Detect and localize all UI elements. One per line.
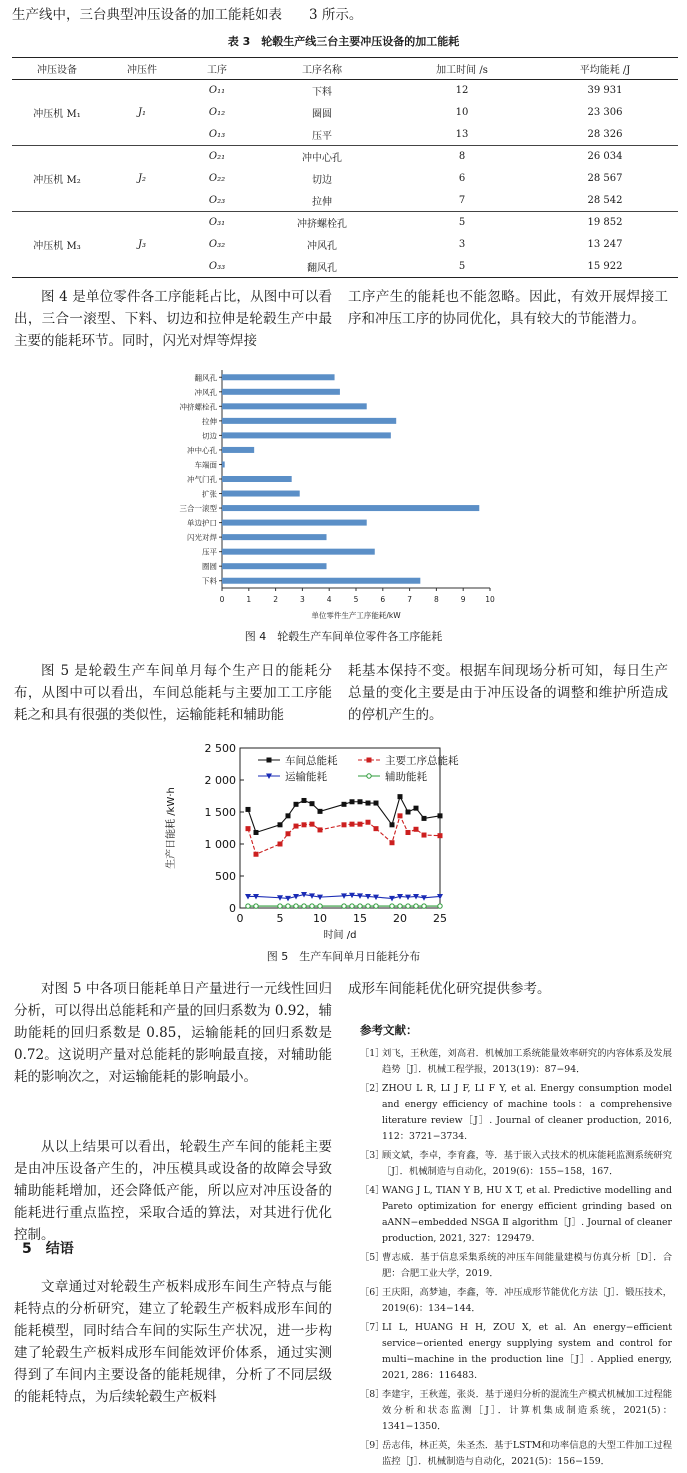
col-header: 冲压件 [102,58,182,80]
data-point [310,904,314,908]
section-title: 5 结语 [22,1241,74,1257]
x-tick-label: 9 [460,595,466,604]
col-header: 冲压设备 [12,58,102,80]
proc-cell: O₁₁ [208,85,226,97]
para-fig5-left: 图 5 是轮毂生产车间单月每个生产日的能耗分布，从图中可以看出，车间总能耗与主要加工工序能耗之和具有很强的类似性，运输能耗和辅助能 [14,663,332,723]
y-tick-label: 压平 [202,547,217,557]
legend-label: 运输能耗 [285,771,327,783]
reference-text: 李建宇，王秋莲，张炎．基于递归分析的混流生产模式机械加工过程能效分析和状态监测［J］．计算机集成制造系统，2021(5)：1341−1350． [382,1389,672,1432]
para-conclusion-right: 成形车间能耗优化研究提供参考。 [348,981,551,997]
data-point [390,840,395,845]
x-tick-label: 25 [433,912,447,925]
reference-number: ［6］ [360,1287,385,1298]
data-point [294,824,299,829]
reference-number: ［1］ [360,1048,385,1059]
name-cell: 冲挤螺栓孔 [297,219,347,231]
data-point [350,904,354,908]
name-cell: 冲中心孔 [302,153,342,165]
data-point [422,816,427,821]
reference-item [360,1250,672,1282]
y-tick-label: 下料 [202,576,217,586]
data-point [310,801,315,806]
part-cell: J₃ [102,212,182,278]
fig4-caption: 图 4 轮毂生产车间单位零件各工序能耗 [244,630,443,643]
bar [222,505,479,511]
para-regression: 对图 5 中各项日能耗单日产量进行一元线性回归分析，可以得出总能耗和产量的回归系数为 0.92，辅助能耗的回归系数是 0.85，运输能耗的回归系数是 0.72。这说明产量对总能耗的影响最直接，对辅助能耗的影响次之，对运输能耗的影响最小。 [14,981,332,1085]
reference-number: ［7］ [360,1322,385,1333]
time-cell: 5 [392,256,532,278]
y-tick-label: 切边 [202,431,217,441]
reference-item [360,1148,672,1180]
bar [222,374,335,380]
x-axis-label: 单位零件生产工序能耗/kW [311,611,401,620]
series-line [248,816,440,854]
col-header: 加工时间 /s [392,58,532,80]
bar [222,476,292,482]
energy-cell: 13 247 [587,239,623,250]
bar [222,447,254,453]
col-header: 工序名称 [252,58,392,80]
reference-text: 曹志威．基于信息采集系统的冲压车间能量建模与仿真分析［D］．合肥：合肥工业大学，2019． [382,1252,672,1279]
device-cell: 冲压机 M₁ [12,80,102,146]
table-row [12,146,678,168]
data-point [318,904,322,908]
data-point [414,827,419,832]
data-point [254,852,259,857]
para-fig4-right: 工序产生的能耗也不能忽略。因此，有效开展焊接工序和冲压工序的协同优化，具有较大的节能潜力。 [348,289,668,327]
reference-text: 刘飞，王秋莲，刘高君．机械加工系统能量效率研究的内容体系及发展趋势［J］．机械工程学报，2013(19)：87−94． [382,1048,672,1075]
table-row [12,212,678,234]
bar [222,461,225,467]
data-point [246,826,251,831]
fig4-chart [160,366,520,624]
data-point [302,798,307,803]
y-tick-label: 1 000 [204,838,236,851]
table-row [12,80,678,102]
proc-cell: O₂₁ [208,151,226,163]
reference-item [360,1387,672,1435]
data-point [367,774,371,778]
time-cell: 6 [458,173,466,184]
para-main: 从以上结果可以看出，轮毂生产车间的能耗主要是由冲压设备产生的，冲压模具或设备的故障会导致辅助能耗增加，还会降低产能，所以应对冲压设备的能耗进行重点监控，采取合适的算法，对其进行优化控制。 [14,1139,332,1243]
reference-number: ［9］ [360,1440,385,1451]
x-axis-label: 时间 /d [323,930,357,941]
part-cell: J₁ [102,80,182,146]
y-tick-label: 2 000 [204,774,236,787]
energy-table [12,57,678,278]
y-tick-label: 三合一滚型 [179,504,217,514]
proc-cell: O₃₃ [182,256,252,278]
data-point [390,904,394,908]
name-cell: 冲风孔 [307,241,337,252]
time-cell: 8 [458,151,466,163]
y-tick-label: 0 [229,902,236,915]
para-conclusion: 文章通过对轮毂生产板料成形车间生产特点与能耗特点的分析研究，建立了轮毂生产板料成形车间的能耗模型，同时结合车间的实际生产状况，进一步构建了轮毂生产板料成形车间能效评价体系，通过实测得到了车间内主要设备的能耗规律，分析了不同层级的能耗特点，为后续轮毂生产板料 [14,1279,332,1405]
x-tick-label: 4 [326,595,332,604]
name-cell: 压平 [252,124,392,146]
y-tick-label: 冲气门孔 [187,475,217,484]
x-tick-label: 8 [434,595,439,604]
data-point [342,904,346,908]
y-tick-label: 车端面 [194,460,217,470]
reference-item [360,1046,672,1078]
data-point [438,904,442,908]
proc-cell: O₃₁ [208,217,226,229]
proc-cell: O₁₂ [208,107,226,118]
reference-number: ［4］ [360,1185,385,1196]
reference-item [360,1285,672,1317]
bar [222,549,375,555]
bar [222,578,420,584]
reference-number: ［2］ [360,1083,385,1094]
x-tick-label: 7 [407,595,412,604]
col-header: 平均能耗 /J [532,58,678,80]
fig5-caption: 图 5 生产车间单月日能耗分布 [266,950,421,963]
reference-number: ［3］ [360,1150,385,1161]
para-fig4-left: 图 4 是单位零件各工序能耗占比，从图中可以看出，三合一滚型、下料、切边和拉伸是轮毂生产中最主要的能耗环节。同时，闪光对焊等焊接 [14,289,332,349]
data-point [358,822,363,827]
energy-cell: 23 306 [587,107,623,118]
data-point [358,904,362,908]
data-point [414,904,418,908]
proc-cell: O₁₃ [182,124,252,146]
device-cell: 冲压机 M₂ [12,146,102,212]
bar [222,563,327,569]
y-tick-label: 扩张 [202,489,217,499]
data-point [374,801,379,806]
name-cell: 翻风孔 [252,256,392,278]
data-point [374,826,379,831]
data-point [246,904,250,908]
data-point [318,827,323,832]
x-tick-label: 6 [380,595,386,604]
energy-cell: 28 542 [532,190,678,212]
y-tick-label: 500 [215,870,236,883]
refs-title: 参考文献： [360,1023,418,1037]
data-point [350,822,355,827]
reference-item [360,1183,672,1247]
bar [222,534,327,540]
data-point [294,802,299,807]
data-point [422,833,427,838]
name-cell: 圈圆 [312,109,332,120]
data-point [390,822,395,827]
legend-label: 辅助能耗 [385,771,427,783]
legend-label: 车间总能耗 [285,755,338,767]
reference-text: ZHOU L R, LI J F, LI F Y, et al. Energy consumption model and energy efficiency of machine tools：a comprehensive literature review［J］. Journal of cleaner production, 2016, 112：3721−3734. [382,1083,672,1142]
data-point [254,904,258,908]
data-point [406,810,411,815]
y-tick-label: 冲挤螺栓孔 [179,402,217,412]
x-tick-label: 10 [485,595,495,604]
energy-cell: 19 852 [587,217,623,229]
y-tick-label: 闪光对焊 [187,533,217,543]
top-line: 生产线中，三台典型冲压设备的加工能耗如表 3 所示。 [12,7,363,23]
table-header-row [12,58,678,80]
x-tick-label: 0 [219,595,225,604]
y-tick-label: 圈圆 [202,562,217,572]
name-cell: 拉伸 [252,190,392,212]
reference-text: 顾文斌，李卓，李育鑫，等．基于嵌入式技术的机床能耗监测系统研究［J］．机械制造与自动化，2019(6)：155−158，167． [382,1150,672,1177]
name-cell: 下料 [312,87,332,99]
data-point [286,904,290,908]
data-point [302,822,307,827]
proc-cell: O₂₂ [208,173,226,184]
data-point [366,820,371,825]
y-tick-label: 单边护口 [187,518,217,528]
data-point [366,801,371,806]
data-point [406,904,410,908]
col-header: 工序 [182,58,252,80]
bar [222,403,367,409]
energy-cell: 28 567 [587,173,623,184]
fig5-chart [150,740,460,940]
proc-cell: O₂₃ [182,190,252,212]
bar [222,520,367,526]
x-tick-label: 3 [300,595,305,604]
name-cell: 切边 [312,175,332,186]
reference-item [360,1438,672,1470]
bar [222,491,300,497]
data-point [350,799,355,804]
data-point [278,822,283,827]
reference-item [360,1320,672,1384]
data-point [438,813,443,818]
bar [222,389,340,395]
energy-cell: 28 326 [532,124,678,146]
x-tick-label: 20 [393,912,407,925]
data-point [254,830,259,835]
data-point [278,904,282,908]
data-point [398,904,402,908]
y-tick-label: 冲风孔 [194,387,217,397]
data-point [278,842,283,847]
time-cell: 3 [458,239,466,250]
reference-number: ［8］ [360,1389,385,1400]
data-point [374,904,378,908]
time-cell: 13 [392,124,532,146]
y-tick-label: 拉伸 [202,416,217,426]
data-point [358,799,363,804]
y-tick-label: 1 500 [204,806,236,819]
data-point [286,813,291,818]
data-point [398,794,403,799]
data-point [286,831,291,836]
reference-list [360,1046,672,1473]
reference-text: LI L, HUANG H H, ZOU X, et al. An energy−efficient service−oriented energy supplying system and control for multi−machine in the production line［J］. Applied energy, 2021, 286：116483. [382,1322,672,1381]
data-point [267,758,272,763]
reference-text: 王庆阳，高梦迪，李鑫，等．冲压成形节能优化方法［J］．锻压技术，2019(6)：134−144． [382,1287,672,1314]
reference-text: 岳志伟，林正英，朱圣杰．基于LSTM和功率信息的大型工件加工过程监控［J］．机械制造与自动化，2021(5)：156−159． [382,1440,672,1467]
data-point [367,758,372,763]
legend-label: 主要工序总能耗 [385,755,459,767]
data-point [246,807,251,812]
time-cell: 5 [458,217,466,229]
energy-cell: 39 931 [587,85,623,97]
data-point [438,833,443,838]
data-point [310,822,315,827]
x-tick-label: 5 [353,595,359,604]
energy-cell: 26 034 [587,151,623,163]
bar [222,432,391,438]
x-tick-label: 2 [273,595,278,604]
data-point [302,904,306,908]
data-point [318,809,323,814]
reference-item [360,1081,672,1145]
energy-cell: 15 922 [532,256,678,278]
data-point [294,904,298,908]
y-axis-label: 生产日能耗 /kW·h [166,787,177,869]
device-cell: 冲压机 M₃ [12,212,102,278]
proc-cell: O₃₂ [208,239,226,250]
data-point [342,822,347,827]
data-point [414,806,419,811]
bar [222,418,396,424]
y-tick-label: 翻风孔 [194,373,217,383]
x-tick-label: 15 [353,912,367,925]
reference-number: ［5］ [360,1252,385,1263]
x-tick-label: 5 [276,912,284,925]
data-point [406,830,411,835]
table-title: 表 3 轮毂生产线三台主要冲压设备的加工能耗 [227,35,460,48]
time-cell: 7 [392,190,532,212]
x-tick-label: 1 [246,595,252,604]
y-tick-label: 2 500 [204,742,236,755]
data-point [366,904,370,908]
x-tick-label: 0 [236,912,244,925]
part-cell: J₂ [102,146,182,212]
reference-text: WANG J L, TIAN Y B, HU X T, et al. Predictive modelling and Pareto optimization for energy efficient grinding based on aANN−embedded NSGA Ⅱ algorithm［J］. Journal of cleaner production, 2021, 327：129479. [382,1185,672,1244]
data-point [342,802,347,807]
data-point [422,904,426,908]
y-tick-label: 冲中心孔 [187,445,217,455]
time-cell: 10 [455,107,469,118]
data-point [398,813,403,818]
para-fig5-right: 耗基本保持不变。根据车间现场分析可知，每日生产总量的变化主要是由于冲压设备的调整和维护所造成的停机产生的。 [348,663,668,723]
x-tick-label: 10 [313,912,327,925]
time-cell: 12 [455,85,469,97]
